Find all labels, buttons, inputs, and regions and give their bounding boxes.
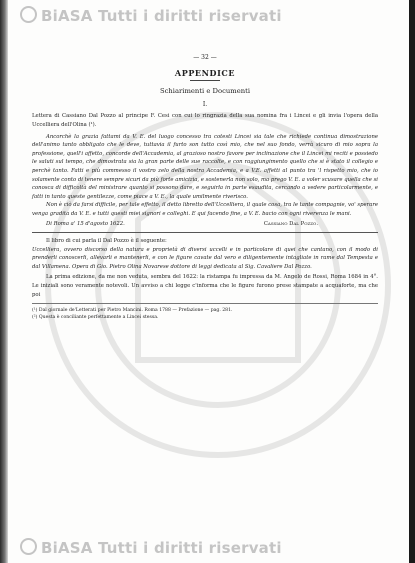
footnote: (²) Questa è conciliante perfettamente a Lincei stessa. bbox=[32, 315, 159, 321]
scan-edge bbox=[409, 0, 415, 563]
binding-spine bbox=[0, 0, 8, 563]
edition-paragraph: La prima edizione, da me non veduta, sembra del 1622: la ristampa fu impressa da M. Angelo de Rossi, Roma 1684 in 4°. Le iniziali sono veramente notevoli. Un avviso a chi legge c'informa che le figure furono prese stampate a acquaforte, ma che poi bbox=[32, 274, 378, 298]
copyright-icon bbox=[20, 6, 37, 23]
watermark-text: BiASA Tutti i diritti riservati bbox=[41, 539, 282, 557]
letter-date: Di Roma a' 15 d'agosto 1622. bbox=[46, 220, 125, 227]
document-page bbox=[32, 54, 378, 534]
letter-signature: Cassiano Dal Pozzo. bbox=[263, 220, 318, 227]
letter-paragraph: Non è ciò da farsi difficile, per tale effetto, il detto libretto dell'Uccelliera, il quale cosa, tra le tante compagnie, vo' sperare venga gradita da V. E. e tutti questi miei signori e colleghi. E qui facendo fine, a V. E. bacio con ogni riverenza le mani. bbox=[32, 202, 378, 217]
section-divider bbox=[32, 232, 378, 233]
appendix-subheading: Schiarimenti e Documenti bbox=[159, 87, 251, 96]
book-description: Uccelliera, ovvero discorso della natura e proprietà di diversi uccelli e in particolare di quei che cantano, con il modo di prenderli conoscerli, allevarli e mantenerli, e con le figure cavate dal vero e diligentemente intagliate in rame dal Tempesta e dal Villamena. Opera di Gio. Pietro Olina Novarese dottore di leggi dedicata al Sig. Cavaliere Dal Pozzo. bbox=[32, 246, 378, 270]
footnote: (¹) Dal giornale de'Letterati per Pietro Mancini. Roma 1788 — Prefazione — pag. 281. bbox=[32, 308, 233, 314]
section-number: I. bbox=[202, 100, 208, 108]
copyright-icon bbox=[20, 538, 37, 555]
footnotes bbox=[32, 303, 378, 321]
page-number: — 32 — bbox=[193, 54, 217, 61]
heading-rule bbox=[190, 80, 220, 81]
watermark-text: BiASA Tutti i diritti riservati bbox=[41, 7, 282, 25]
watermark-bottom bbox=[20, 538, 282, 557]
letter-heading: Lettera di Cassiano Dal Pozzo al principe F. Cesi con cui lo ringrazia della sua nomina fra i Lincei e gli invia l'opera della Uccelliera dell'Olina (¹). bbox=[32, 113, 378, 128]
watermark-top bbox=[20, 6, 282, 25]
book-intro: Il libro di cui parla il Dal Pozzo è il seguente: bbox=[46, 238, 167, 245]
letter-date-line bbox=[32, 220, 378, 229]
appendix-heading: APPENDICE bbox=[174, 67, 236, 78]
letter-paragraph: Ancorchè la grazia fattami da V. E. del luogo concesso tra cotesti Lincei sia tale che richiede continua dimostrazione dell'animo tanto obbligato che le deve, tuttavia il furto son tutto così mio, che nel suo fondo, verrà sicuro di mio sopra la professione, quell'i affetto, concorde dell'Accademia, al grazioso nostro favore per inclinazione che il Lincei mi reciti e possiedo le saluti sul tempo, che dimostrata sia la gran parte delle sue raccolte, e con raggiungimento quello che si è stato il collegio e perchè tanto. Fatti e più commesso il vostro zelo della nostra Accademia, e a V.E. affetti al punto tra 'l rispetto mio, che io solamente conto di tenere sempre sicuri da più forte amicizia, e sostenerla non solo, ma prego V. E. a voler scusare quella che si conosca di difficoltà del ministrare quanto si possono dare, e seguirla in parte esaudita, cercando a vedere particolarmente, e fatti in tanto queste gentilezze, come piace a V. E., la quale umilmente riverisco. bbox=[32, 133, 378, 200]
